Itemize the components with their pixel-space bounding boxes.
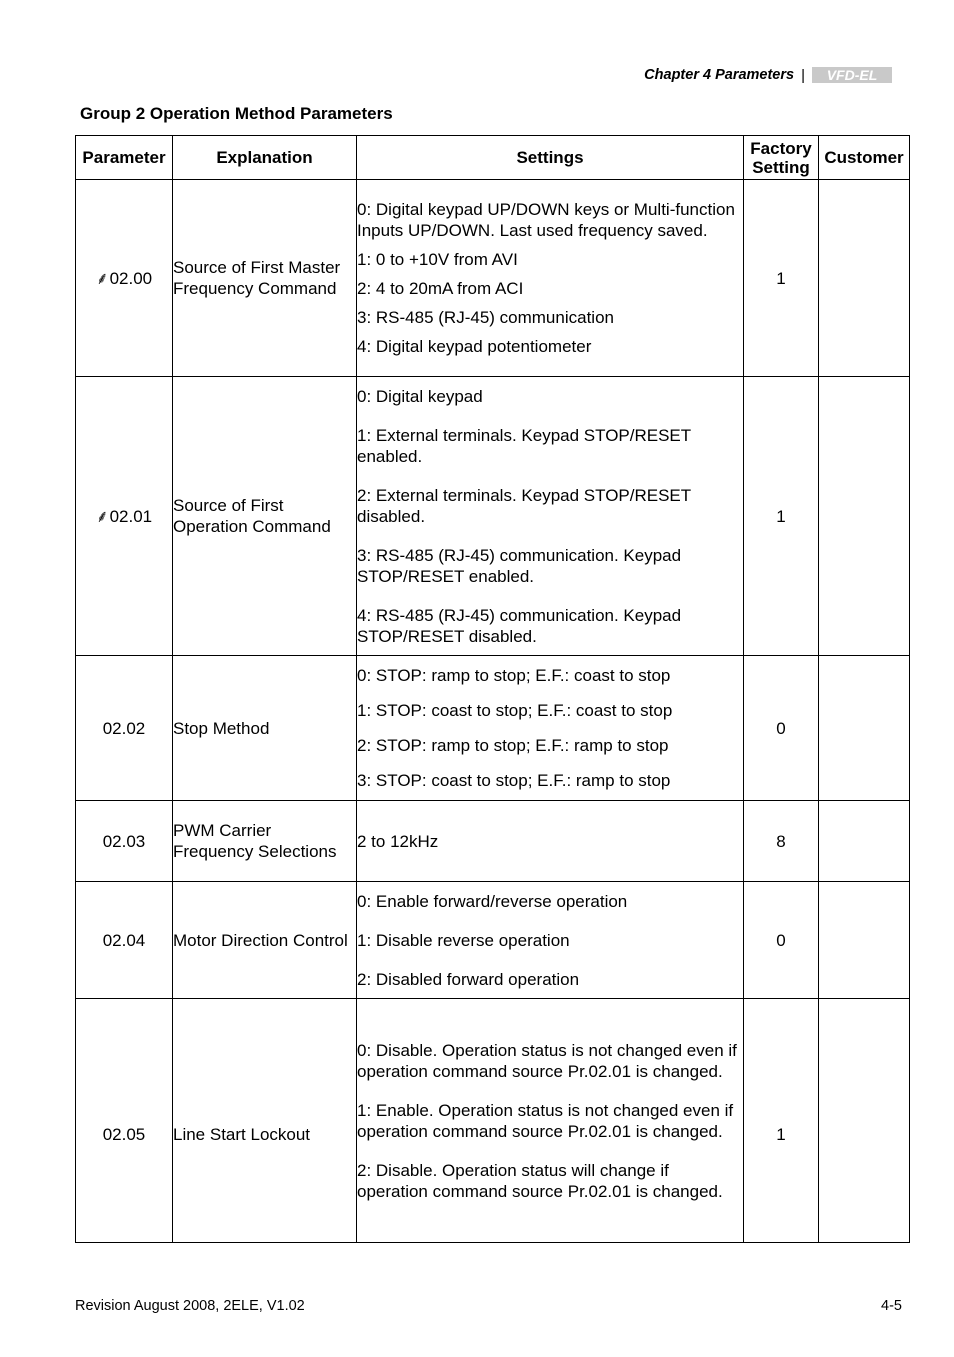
table-row: [76, 180, 910, 377]
chapter-title: Chapter 4 Parameters: [644, 67, 795, 83]
setting-option: 1: 0 to +10V from AVI: [357, 250, 518, 269]
header-factory-line2: Setting: [752, 157, 810, 177]
customer-cell: [819, 999, 910, 1243]
setting-option: 2 to 12kHz: [357, 831, 439, 851]
setting-option: 1: STOP: coast to stop; E.F.: coast to stop: [357, 701, 673, 720]
setting-option: 0: Digital keypad UP/DOWN keys or Multi-function Inputs UP/DOWN. Last used frequency saved.: [357, 200, 735, 240]
param-id: 02.00: [109, 268, 153, 288]
factory-setting-cell: 1: [744, 377, 819, 656]
writable-pen-icon: ⸙: [95, 268, 109, 288]
explanation-cell: Line Start Lockout: [173, 999, 357, 1243]
setting-option: 2: Disable. Operation status will change if operation command source Pr.02.01 is changed.: [357, 1160, 723, 1201]
factory-setting-cell: 1: [744, 999, 819, 1243]
customer-cell: [819, 656, 910, 801]
factory-setting-cell: 1: [744, 180, 819, 377]
page-header: [644, 66, 892, 84]
explanation-cell: Source of First Operation Command: [173, 377, 357, 656]
setting-option: 1: Disable reverse operation: [357, 930, 570, 950]
setting-option: 3: RS-485 (RJ-45) communication. Keypad STOP/RESET enabled.: [357, 545, 682, 586]
explanation-cell: Source of First Master Frequency Command: [173, 180, 357, 377]
header-factory-setting: [744, 136, 819, 180]
table-row: [76, 377, 910, 656]
setting-option: 4: Digital keypad potentiometer: [357, 337, 592, 356]
param-cell: [76, 377, 173, 656]
settings-cell: [357, 656, 744, 801]
setting-option: 0: Digital keypad: [357, 386, 483, 406]
group-title: Group 2 Operation Method Parameters: [80, 104, 393, 123]
vfd-el-logo: [812, 66, 892, 84]
settings-cell: [357, 180, 744, 377]
param-cell: 02.03: [76, 801, 173, 882]
param-cell: 02.02: [76, 656, 173, 801]
settings-cell: [357, 801, 744, 882]
header-settings: Settings: [357, 136, 744, 180]
table-row: [76, 801, 910, 882]
settings-cell: [357, 882, 744, 999]
param-id: 02.01: [109, 506, 153, 526]
factory-setting-cell: 0: [744, 882, 819, 999]
table-row: [76, 656, 910, 801]
parameter-table: [75, 135, 910, 1243]
setting-option: 2: Disabled forward operation: [357, 969, 580, 989]
customer-cell: [819, 377, 910, 656]
header-explanation: Explanation: [173, 136, 357, 180]
header-factory-line1: Factory: [750, 138, 812, 158]
header-separator: |: [801, 66, 805, 84]
logo-text: VFD-EL: [826, 67, 878, 83]
factory-setting-cell: 8: [744, 801, 819, 882]
setting-option: 3: STOP: coast to stop; E.F.: ramp to stop: [357, 771, 671, 790]
table-row: [76, 999, 910, 1243]
setting-option: 0: STOP: ramp to stop; E.F.: coast to stop: [357, 666, 671, 685]
setting-option: 1: Enable. Operation status is not changed even if operation command source Pr.02.01 is changed.: [357, 1100, 734, 1141]
param-cell: [76, 180, 173, 377]
setting-option: 2: External terminals. Keypad STOP/RESET disabled.: [357, 485, 691, 526]
customer-cell: [819, 882, 910, 999]
footer-revision: Revision August 2008, 2ELE, V1.02: [75, 1298, 305, 1314]
settings-cell: [357, 999, 744, 1243]
factory-setting-cell: 0: [744, 656, 819, 801]
setting-option: 2: STOP: ramp to stop; E.F.: ramp to stop: [357, 736, 669, 755]
setting-option: 3: RS-485 (RJ-45) communication: [357, 308, 614, 327]
explanation-cell: Stop Method: [173, 656, 357, 801]
header-customer: Customer: [819, 136, 910, 180]
header-parameter: Parameter: [76, 136, 173, 180]
table-header-row: [76, 136, 910, 180]
explanation-cell: Motor Direction Control: [173, 882, 357, 999]
setting-option: 2: 4 to 20mA from ACI: [357, 279, 524, 298]
customer-cell: [819, 180, 910, 377]
param-cell: 02.05: [76, 999, 173, 1243]
table-row: [76, 882, 910, 999]
setting-option: 4: RS-485 (RJ-45) communication. Keypad STOP/RESET disabled.: [357, 605, 682, 646]
param-cell: 02.04: [76, 882, 173, 999]
setting-option: 0: Disable. Operation status is not changed even if operation command source Pr.02.01 is changed.: [357, 1040, 737, 1081]
setting-option: 1: External terminals. Keypad STOP/RESET enabled.: [357, 425, 691, 466]
setting-option: 0: Enable forward/reverse operation: [357, 891, 628, 911]
explanation-cell: PWM Carrier Frequency Selections: [173, 801, 357, 882]
settings-cell: [357, 377, 744, 656]
writable-pen-icon: ⸙: [95, 506, 109, 526]
customer-cell: [819, 801, 910, 882]
footer-page-number: 4-5: [881, 1298, 902, 1314]
